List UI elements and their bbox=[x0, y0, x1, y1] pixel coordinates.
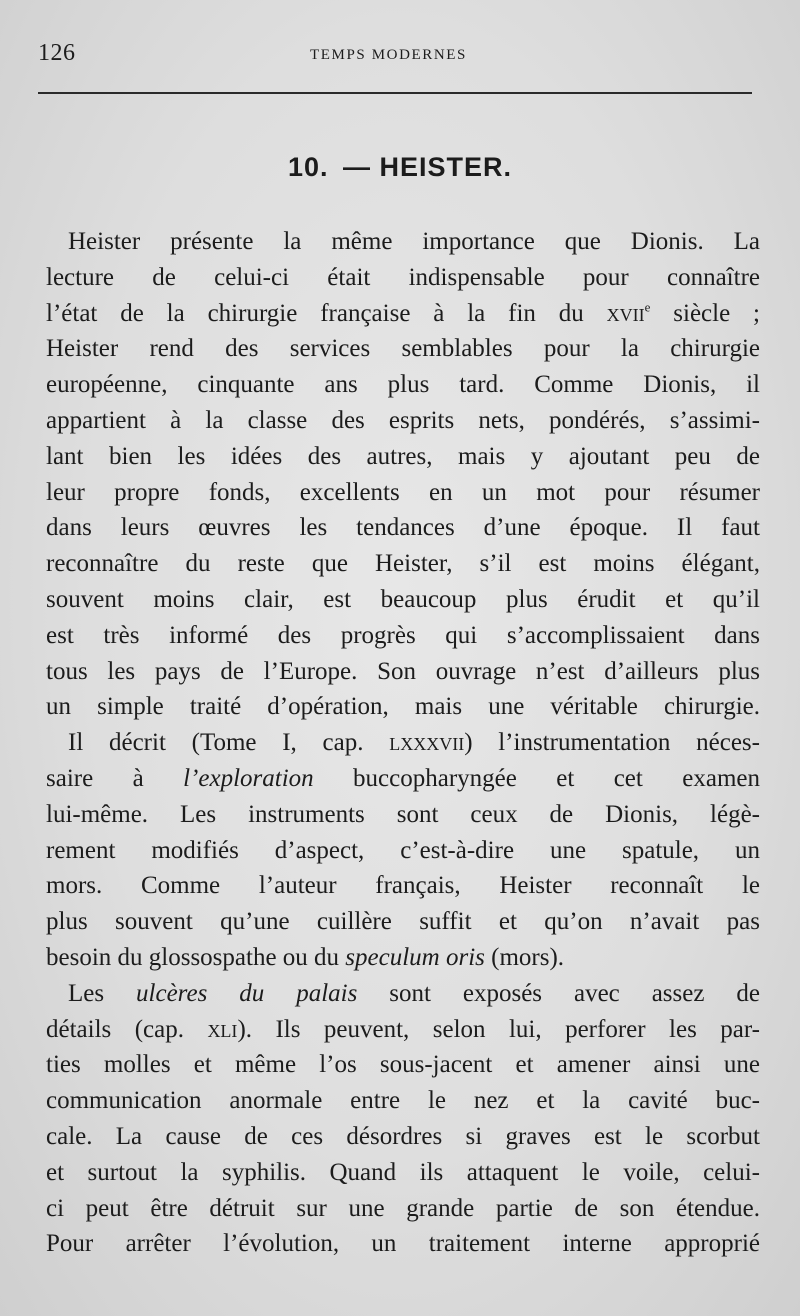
text-line: communication anormale entre le nez et la cavité buc- bbox=[46, 1087, 760, 1115]
text-line: rement modifiés d’aspect, c’est-à-dire une spatule, un bbox=[46, 836, 760, 864]
text-line: cale. La cause de ces désordres si graves est le scorbut bbox=[46, 1122, 760, 1150]
text-run: sont exposés avec assez de bbox=[357, 979, 760, 1007]
text-line: tous les pays de l’Europe. Son ouvrage n’est d’ailleurs plus bbox=[46, 657, 760, 685]
text-run: ). Ils peuvent, selon lui, perforer les par- bbox=[237, 1015, 760, 1043]
body-text bbox=[46, 224, 760, 1262]
text-line bbox=[46, 725, 760, 761]
text-line: lecture de celui-ci était indispensable pour connaître bbox=[46, 263, 760, 291]
text-line: Heister présente la même importance que Dionis. La bbox=[68, 228, 760, 255]
text-line: mors. Comme l’auteur français, Heister reconnaît le bbox=[46, 872, 760, 900]
chapter-numeral: lxxxvii bbox=[389, 729, 465, 757]
section-title: HEISTER. bbox=[379, 152, 513, 182]
text-run: détails (cap. bbox=[46, 1015, 208, 1043]
text-line: lui-même. Les instruments sont ceux de Dionis, légè- bbox=[46, 800, 760, 828]
text-line: reconnaître du reste que Heister, s’il est moins élégant, bbox=[46, 550, 760, 578]
text-line: et surtout la syphilis. Quand ils attaquent le voile, celui- bbox=[46, 1158, 760, 1186]
text-run: (mors). bbox=[484, 943, 565, 971]
text-run: buccopharyngée et cet examen bbox=[313, 764, 760, 792]
section-heading bbox=[0, 152, 800, 183]
text-line bbox=[46, 1012, 760, 1048]
text-run: ) l’instrumentation néces- bbox=[464, 729, 760, 757]
page-number: 126 bbox=[38, 40, 76, 66]
chapter-numeral: xli bbox=[207, 1015, 238, 1043]
section-number: 10. bbox=[287, 152, 329, 182]
text-line: ties molles et même l’os sous-jacent et amener ainsi une bbox=[46, 1051, 760, 1079]
text-line: plus souvent qu’une cuillère suffit et qu’on n’avait pas bbox=[46, 908, 760, 936]
text-run: l’état de la chirurgie française à la fin du bbox=[46, 299, 607, 327]
text-line: lant bien les idées des autres, mais y ajoutant peu de bbox=[46, 442, 760, 470]
text-line: dans leurs œuvres les tendances d’une époque. Il faut bbox=[46, 514, 760, 542]
text-run: besoin du glossospathe ou du bbox=[46, 943, 346, 971]
text-line: appartient à la classe des esprits nets, pondérés, s’assimi- bbox=[46, 406, 760, 434]
text-run: Il décrit (Tome I, cap. bbox=[68, 729, 390, 757]
text-run: siècle ; bbox=[650, 299, 760, 327]
text-line: un simple traité d’opération, mais une véritable chirurgie. bbox=[46, 693, 760, 721]
italic-term: ulcères du palais bbox=[136, 979, 358, 1007]
text-line bbox=[46, 761, 760, 797]
text-run: Les bbox=[68, 979, 137, 1007]
italic-term: l’exploration bbox=[183, 764, 314, 792]
century-superscript: e bbox=[644, 299, 651, 315]
text-line: Pour arrêter l’évolution, un traitement interne approprié bbox=[46, 1230, 760, 1258]
century-numeral: xvii bbox=[606, 299, 645, 327]
text-line bbox=[46, 296, 760, 332]
text-line: européenne, cinquante ans plus tard. Comme Dionis, il bbox=[46, 371, 760, 399]
italic-term: speculum oris bbox=[345, 943, 485, 971]
running-head bbox=[38, 40, 750, 74]
section-dash: — bbox=[343, 152, 371, 182]
text-line: Heister rend des services semblables pour la chirurgie bbox=[46, 335, 760, 363]
text-run: saire à bbox=[46, 764, 184, 792]
running-title: TEMPS MODERNES bbox=[310, 47, 468, 63]
text-line bbox=[46, 940, 760, 976]
header-rule bbox=[38, 92, 752, 94]
text-line: leur propre fonds, excellents en un mot pour résumer bbox=[46, 478, 760, 506]
text-line: est très informé des progrès qui s’accomplissaient dans bbox=[46, 621, 760, 649]
text-line bbox=[46, 976, 760, 1012]
text-line: souvent moins clair, est beaucoup plus érudit et qu’il bbox=[46, 585, 760, 613]
text-line: ci peut être détruit sur une grande partie de son étendue. bbox=[46, 1194, 760, 1222]
